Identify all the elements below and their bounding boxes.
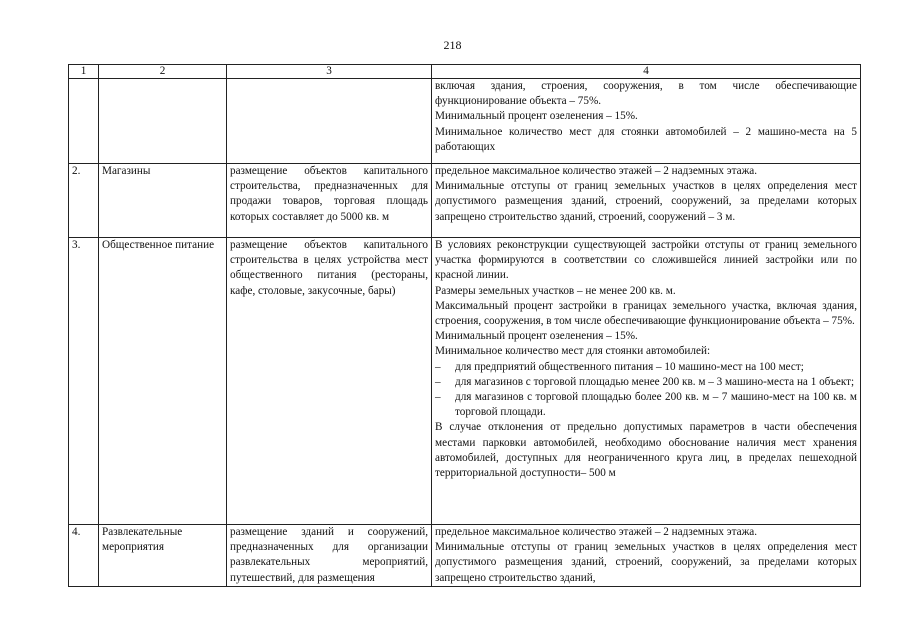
use-description-cell	[227, 79, 432, 164]
use-name-cell: Развлекательные мероприятия	[99, 525, 227, 587]
parameter-text: Максимальный процент застройки в границах земельного участка, включая здания, строения, сооружения, в том числе обеспечивающие функционирование объекта – 75%.	[435, 299, 857, 328]
parameter-text: Минимальный процент озеленения – 15%.	[435, 330, 638, 343]
table-row-shops	[69, 164, 861, 238]
table-row-catering	[69, 238, 861, 525]
use-description-cell: размещение зданий и сооружений, предназначенных для организации развлекательных мероприятий, путешествий, для размещения	[227, 525, 432, 587]
header-cell-3: 3	[227, 65, 432, 79]
row-number-cell: 2.	[69, 164, 99, 238]
parameter-text: Размеры земельных участков – не менее 200 кв. м.	[435, 284, 676, 297]
parameter-text: предельное максимальное количество этажей – 2 надземных этажа.	[435, 165, 758, 177]
header-cell-4: 4	[432, 65, 861, 79]
parameters-cell	[432, 79, 861, 164]
bullet-dash: –	[435, 391, 441, 404]
table-header-row	[69, 65, 861, 79]
parameter-text: Минимальные отступы от границ земельных участков в целях определения мест допустимого размещения зданий, строений, сооружений, за пределами которых запрещено строительство зданий, строений, сооружений – 3 м.	[435, 180, 857, 223]
bullet-dash: –	[435, 360, 441, 373]
table-row-continuation	[69, 79, 861, 164]
table-row-entertainment	[69, 525, 861, 587]
bullet-item	[435, 360, 857, 375]
parameter-text: Минимальное количество мест для стоянки автомобилей – 2 машино-места на 5 работающих	[435, 125, 857, 153]
row-number-cell	[69, 79, 99, 164]
parameter-text: предельное максимальное количество этажей – 2 надземных этажа.	[435, 526, 758, 538]
bullet-item	[435, 375, 857, 390]
header-cell-1: 1	[69, 65, 99, 79]
parameter-text: Минимальные отступы от границ земельных участков в целях определения мест допустимого размещения зданий, строений, сооружений, за пределами которых запрещено строительство зданий,	[435, 541, 857, 584]
parameter-text: Минимальный процент озеленения – 15%.	[435, 110, 638, 123]
parameters-cell	[432, 238, 861, 525]
use-description-cell: размещение объектов капитального строительства в целях устройства мест общественного питания (рестораны, кафе, столовые, закусочные, бары)	[227, 238, 432, 525]
bullet-item	[435, 390, 857, 420]
parameter-text: Минимальное количество мест для стоянки автомобилей:	[435, 345, 711, 358]
bullet-text: для магазинов с торговой площадью более 200 кв. м – 7 машино-мест на 100 кв. м торговой площади.	[455, 391, 857, 419]
bullet-text: для предприятий общественного питания – 10 машино-мест на 100 мест;	[455, 360, 804, 373]
use-name-cell: Общественное питание	[99, 238, 227, 525]
bullet-dash: –	[435, 375, 441, 388]
use-name-cell	[99, 79, 227, 164]
row-number-cell: 3.	[69, 238, 99, 525]
regulations-table	[68, 64, 861, 587]
parameters-cell	[432, 164, 861, 238]
parameter-text: В случае отклонения от предельно допустимых параметров в части обеспечения местами парковки автомобилей, необходимо обоснование наличия мест хранения автомобилей, доступных для неограниченного круга лиц, в пределах пешеходной территориальной доступности– 500 м	[435, 421, 857, 480]
header-cell-2: 2	[99, 65, 227, 79]
parameters-cell	[432, 525, 861, 587]
bullet-text: для магазинов с торговой площадью менее 200 кв. м – 3 машино-места на 1 объект;	[455, 375, 855, 388]
use-name-cell: Магазины	[99, 164, 227, 238]
parameter-text: В условиях реконструкции существующей застройки отступы от границ земельного участка формируются в соответствии со сложившейся линией застройки или по красной линии.	[435, 239, 857, 282]
use-description-cell: размещение объектов капитального строительства, предназначенных для продажи товаров, торговая площадь которых составляет до 5000 кв. м	[227, 164, 432, 238]
page-number: 218	[443, 38, 462, 52]
parameter-text: включая здания, строения, сооружения, в том числе обеспечивающие функционирование объекта – 75%.	[435, 80, 857, 108]
row-number-cell: 4.	[69, 525, 99, 587]
